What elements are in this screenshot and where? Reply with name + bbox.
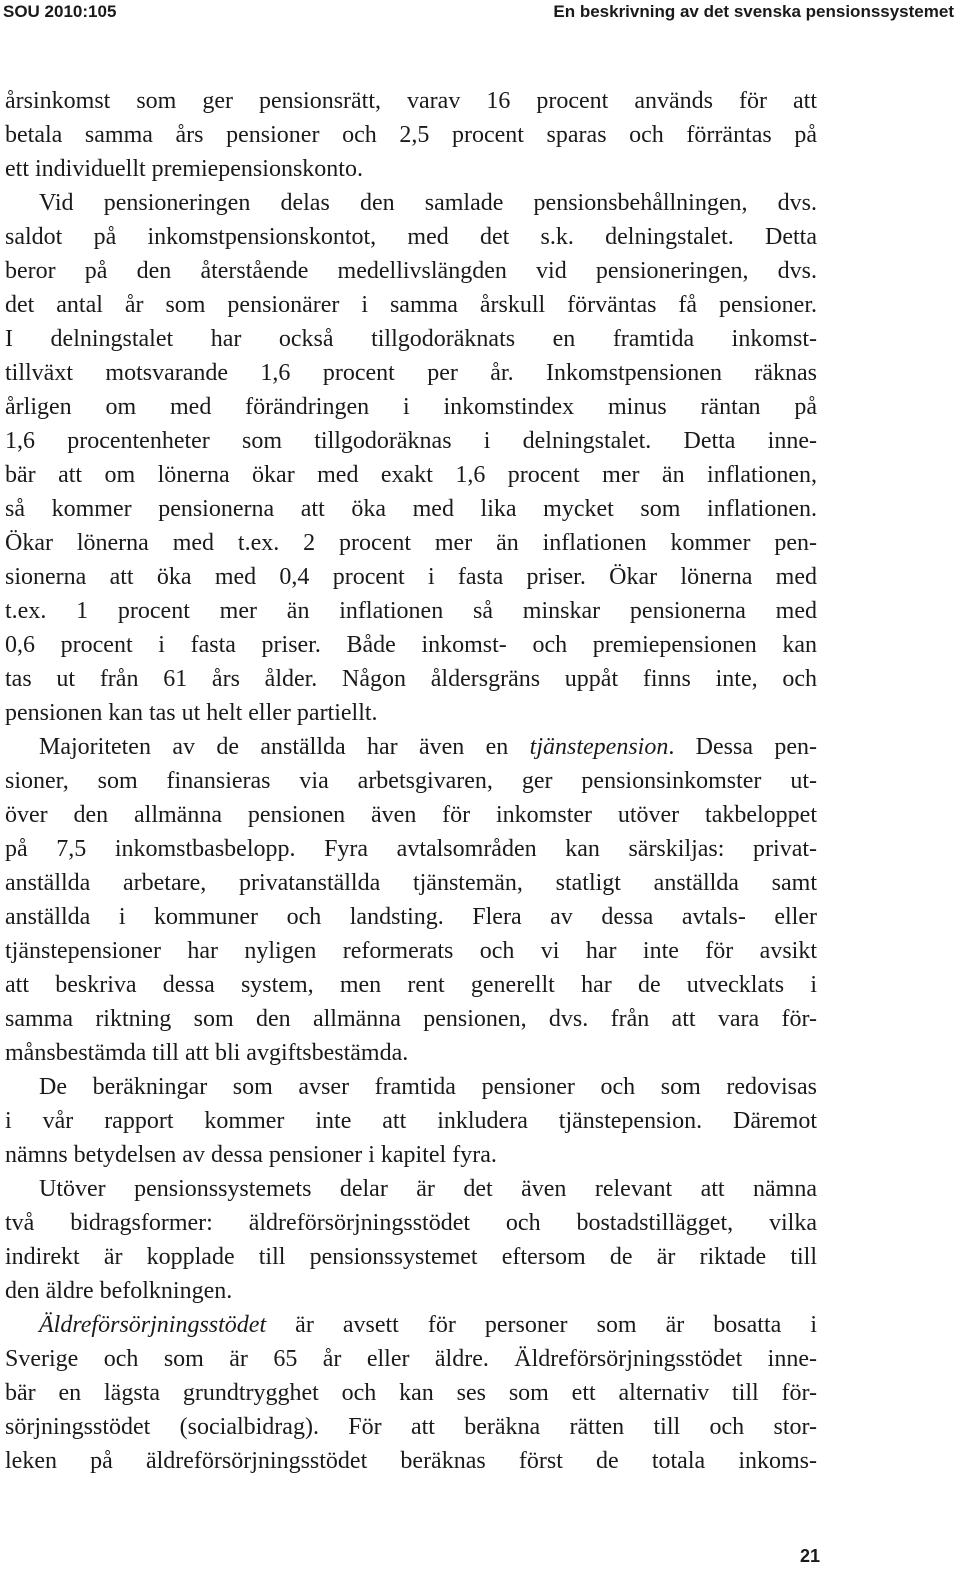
paragraph <box>5 1172 817 1308</box>
text-line: tas ut från 61 års ålder. Någon åldersgräns uppåt finns inte, och <box>5 666 817 692</box>
text-line: pensionen kan tas ut helt eller partiellt. <box>5 700 378 726</box>
text-line: två bidragsformer: äldreförsörjningsstödet och bostadstillägget, vilka <box>5 1210 817 1236</box>
text-line: årsinkomst som ger pensionsrätt, varav 16 procent används för att <box>5 88 817 114</box>
text-line: så kommer pensionerna att öka med lika mycket som inflationen. <box>5 496 817 522</box>
text-line: över den allmänna pensionen även för inkomster utöver takbeloppet <box>5 802 817 828</box>
text-segment: . Dessa pen- <box>668 734 817 760</box>
body-text <box>5 84 817 1478</box>
text-line: betala samma års pensioner och 2,5 procent sparas och förräntas på <box>5 122 817 148</box>
paragraph <box>5 84 817 186</box>
text-line: den äldre befolkningen. <box>5 1278 233 1304</box>
emphasis-term: Äldreförsörjningsstödet <box>39 1312 267 1338</box>
text-line: på 7,5 inkomstbasbelopp. Fyra avtalsområden kan särskiljas: privat- <box>5 836 817 862</box>
text-line: anställda i kommuner och landsting. Flera av dessa avtals- eller <box>5 904 817 930</box>
text-line <box>5 1308 817 1342</box>
text-line: De beräkningar som avser framtida pensioner och som redovisas <box>39 1074 817 1100</box>
text-line <box>5 730 817 764</box>
text-line: sionerna att öka med 0,4 procent i fasta priser. Ökar lönerna med <box>5 564 817 590</box>
text-line: Utöver pensionssystemets delar är det även relevant att nämna <box>39 1176 817 1202</box>
paragraph <box>5 186 817 730</box>
text-line: ett individuellt premiepensionskonto. <box>5 156 363 182</box>
text-line: i vår rapport kommer inte att inkludera tjänstepension. Däremot <box>5 1108 817 1134</box>
text-line: årligen om med förändringen i inkomstindex minus räntan på <box>5 394 817 420</box>
text-line: sörjningsstödet (socialbidrag). För att beräkna rätten till och stor- <box>5 1414 817 1440</box>
chapter-title: En beskrivning av det svenska pensionssystemet <box>553 2 954 21</box>
text-segment: är avsett för personer som är bosatta i <box>266 1312 817 1338</box>
text-line: anställda arbetare, privatanställda tjänstemän, statligt anställda samt <box>5 870 817 896</box>
text-line: samma riktning som den allmänna pensionen, dvs. från att vara för- <box>5 1006 817 1032</box>
text-line: t.ex. 1 procent mer än inflationen så minskar pensionerna med <box>5 598 817 624</box>
paragraph <box>5 1070 817 1172</box>
emphasis-term: tjänstepension <box>529 734 669 760</box>
text-line: indirekt är kopplade till pensionssystemet eftersom de är riktade till <box>5 1244 817 1270</box>
text-line: månsbestämda till att bli avgiftsbestämda. <box>5 1040 409 1066</box>
text-line: att beskriva dessa system, men rent generellt har de utvecklats i <box>5 972 817 998</box>
text-line: bär att om lönerna ökar med exakt 1,6 procent mer än inflationen, <box>5 462 817 488</box>
text-line: leken på äldreförsörjningsstödet beräknas först de totala inkoms- <box>5 1448 817 1474</box>
paragraph <box>5 1308 817 1478</box>
paragraph <box>5 730 817 1070</box>
text-line: Vid pensioneringen delas den samlade pensionsbehållningen, dvs. <box>39 190 817 216</box>
report-number: SOU 2010:105 <box>3 2 117 21</box>
text-line: 1,6 procentenheter som tillgodoräknas i delningstalet. Detta inne- <box>5 428 817 454</box>
text-line: I delningstalet har också tillgodoräknats en framtida inkomst- <box>5 326 817 352</box>
text-line: beror på den återstående medellivslängden vid pensioneringen, dvs. <box>5 258 817 284</box>
text-line: sioner, som finansieras via arbetsgivaren, ger pensionsinkomster ut- <box>5 768 817 794</box>
text-line: nämns betydelsen av dessa pensioner i kapitel fyra. <box>5 1142 497 1168</box>
text-segment: Majoriteten av de anställda har även en <box>39 734 530 760</box>
text-line: tillväxt motsvarande 1,6 procent per år. Inkomstpensionen räknas <box>5 360 817 386</box>
text-line: Sverige och som är 65 år eller äldre. Äldreförsörjningsstödet inne- <box>5 1346 817 1372</box>
text-line: bär en lägsta grundtrygghet och kan ses som ett alternativ till för- <box>5 1380 817 1406</box>
text-line: 0,6 procent i fasta priser. Både inkomst- och premiepensionen kan <box>5 632 817 658</box>
page-number: 21 <box>799 1546 820 1566</box>
text-line: det antal år som pensionärer i samma årskull förväntas få pensioner. <box>5 292 817 318</box>
running-header <box>0 0 960 24</box>
text-line: saldot på inkomstpensionskontot, med det s.k. delningstalet. Detta <box>5 224 817 250</box>
text-line: Ökar lönerna med t.ex. 2 procent mer än inflationen kommer pen- <box>5 530 817 556</box>
text-line: tjänstepensioner har nyligen reformerats och vi har inte för avsikt <box>5 938 817 964</box>
